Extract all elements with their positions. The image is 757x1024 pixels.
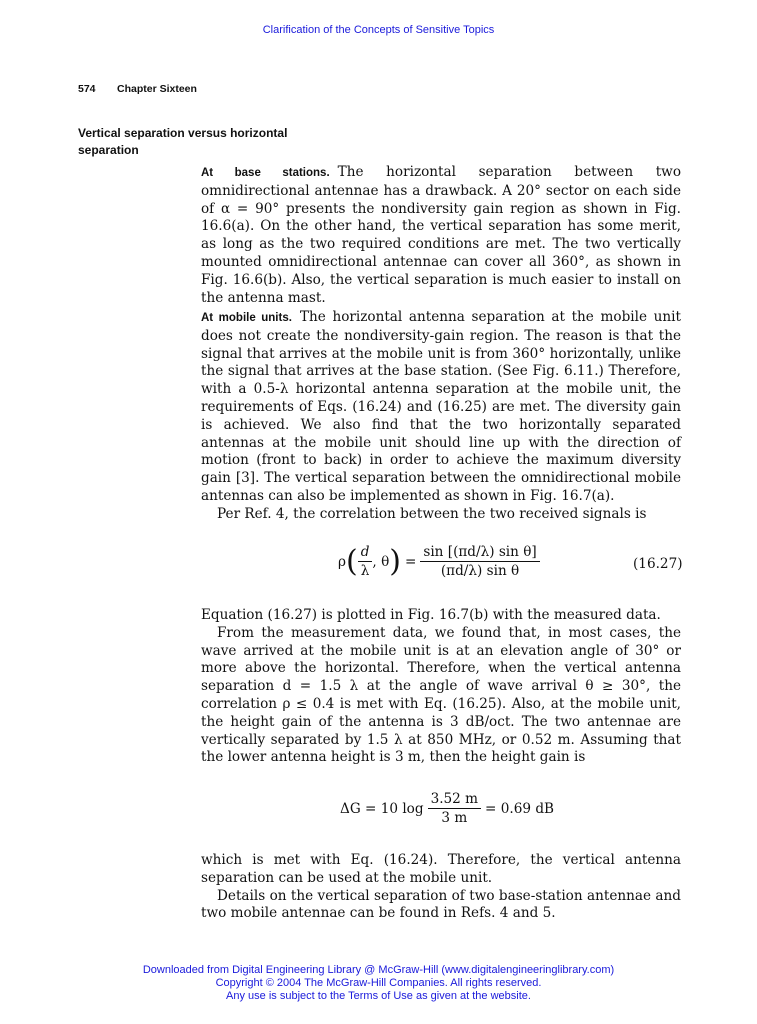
footer-download-link[interactable]: Downloaded from Digital Engineering Library @ McGraw-Hill (www.digitalengineeringlibrary.com): [142, 964, 615, 976]
measurement-paragraph: [201, 607, 681, 767]
base-stations-text: The horizontal separation between two omnidirectional antennae has a drawback. A 20° sector on each side of α = 90° presents the nondiversity gain region as shown in Fig. 16.6(a). On the other hand, the vertical separation has some merit, as long as the two required conditions are met. The two vertically mounted omnidirectional antennae can cover all 360°, as shown in Fig. 16.6(b). Also, the vertical separation is much easier to install on the antenna mast.: [201, 164, 681, 306]
eq1-right-paren: ): [389, 543, 401, 579]
footer: [0, 964, 757, 1003]
runin-heading-mobile-units: At mobile units.: [201, 312, 292, 324]
eq1-theta-arg: , θ: [372, 553, 390, 570]
section-heading: Vertical separation versus horizontal separation: [78, 126, 288, 157]
chapter-title: Chapter Sixteen: [117, 83, 197, 95]
equation-number: (16.27): [633, 556, 683, 572]
footer-terms-link[interactable]: Any use is subject to the Terms of Use as given at the website.: [226, 990, 531, 1002]
per-ref-paragraph: Per Ref. 4, the correlation between the two received signals is: [217, 505, 647, 522]
equation-16-27: [338, 544, 540, 579]
footer-copyright-link[interactable]: Copyright © 2004 The McGraw-Hill Companies. All rights reserved.: [215, 977, 542, 989]
eq-plotted-text: Equation (16.27) is plotted in Fig. 16.7(b) with the measured data.: [201, 607, 661, 623]
eq2-denominator: 3 m: [441, 810, 468, 826]
eq2-lhs: ΔG = 10 log: [340, 800, 424, 817]
runin-heading-base-stations: At base stations.: [201, 167, 330, 179]
eq2-numerator: 3.52 m: [428, 791, 481, 809]
eq1-denominator: (πd/λ) sin θ: [440, 563, 520, 579]
mobile-units-text: The horizontal antenna separation at the mobile unit does not create the nondiversity-gain region. The reason is that the signal that arrives at the mobile unit is from 360° horizontally, unlike the signal that arrives at the base station. (See Fig. 6.11.) Therefore, with a 0.5-λ horizontal antenna separation at the mobile unit, the requirements of Eqs. (16.24) and (16.25) are met. The diversity gain is achieved. We also find that the two horizontally separated antennas at the mobile unit should line up with the direction of motion (front to back) in order to achieve the maximum diversity gain [3]. The vertical separation between the omnidirectional mobile antennas can also be implemented as shown in Fig. 16.7(a).: [201, 309, 681, 504]
measurement-text: From the measurement data, we found that, in most cases, the wave arrived at the mobile unit is at an elevation angle of 30° or more above the horizontal. Therefore, when the vertical antenna separation d = 1.5 λ at the angle of wave arrival θ ≥ 30°, the correlation ρ ≤ 0.4 is met with Eq. (16.25). Also, at the mobile unit, the height gain of the antenna is 3 dB/oct. The two antennae are vertically separated by 1.5 λ at 850 MHz, or 0.52 m. Assuming that the lower antenna height is 3 m, then the height gain is: [201, 624, 681, 766]
height-gain-equation: [340, 791, 554, 826]
eq1-left-paren: (: [346, 543, 358, 579]
refs-text: Details on the vertical separation of two base-station antennae and two mobile antennae can be found in Refs. 4 and 5.: [201, 887, 681, 922]
eq1-d: d: [358, 544, 373, 562]
base-stations-paragraph: [201, 164, 681, 307]
eq1-equals: =: [404, 553, 417, 570]
page-number: 574: [78, 83, 96, 95]
eq1-fraction: [420, 544, 539, 579]
eq1-lambda: λ: [360, 563, 370, 579]
eq2-fraction: [428, 791, 481, 826]
eq1-rho: ρ: [338, 553, 346, 570]
mobile-units-paragraph: [201, 309, 681, 524]
top-topic-link[interactable]: Clarification of the Concepts of Sensitive Topics: [262, 24, 495, 36]
conclusion-text: which is met with Eq. (16.24). Therefore, the vertical antenna separation can be used at the mobile unit.: [201, 852, 681, 886]
eq2-rhs: = 0.69 dB: [485, 800, 555, 817]
eq1-d-over-lambda: [358, 544, 373, 579]
conclusion-paragraph: [201, 852, 681, 923]
eq1-numerator: sin [(πd/λ) sin θ]: [420, 544, 539, 562]
